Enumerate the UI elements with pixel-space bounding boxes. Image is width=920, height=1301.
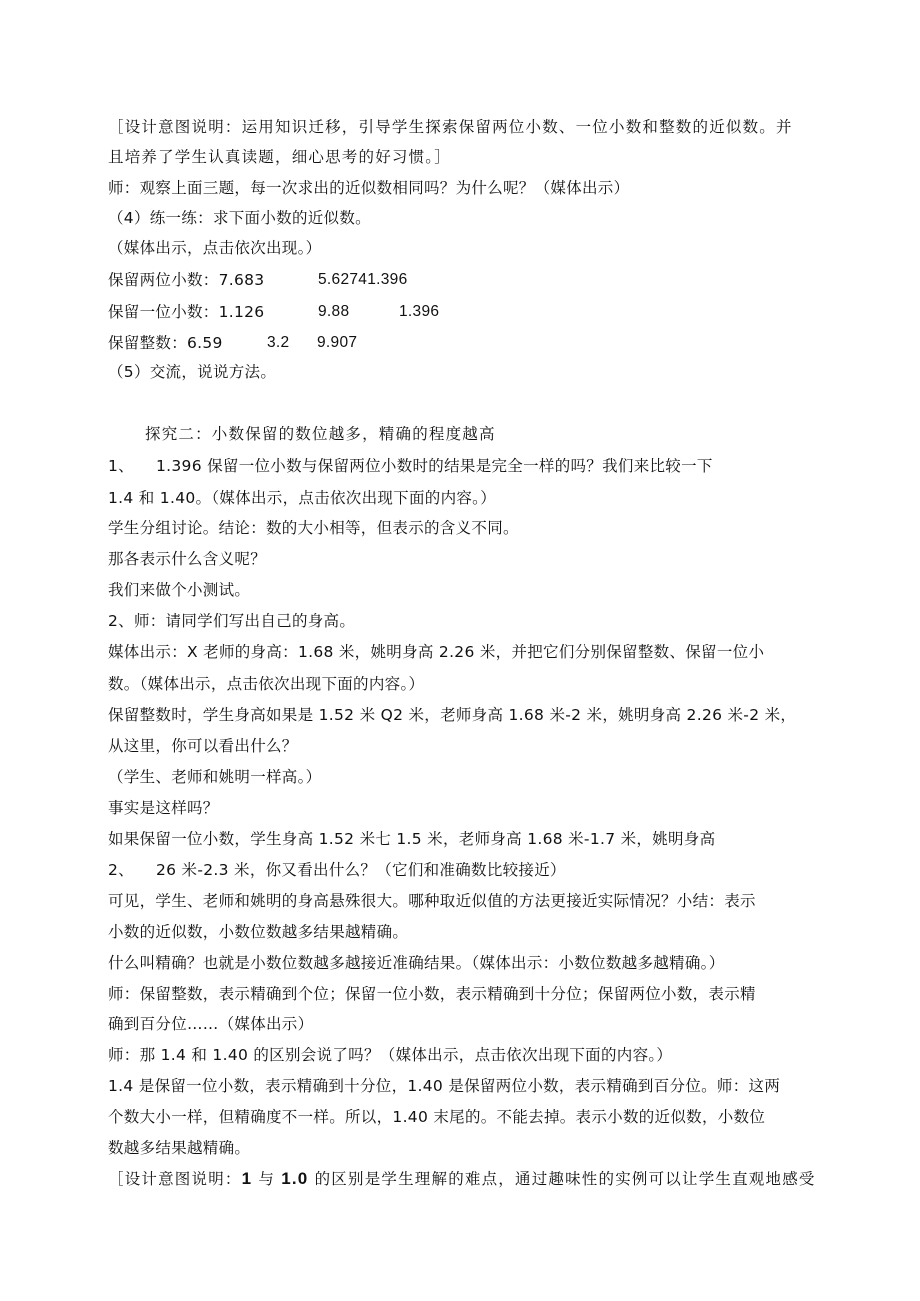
design-note-line-1: ［设计意图说明：运用知识迁移，引导学生探索保留两位小数、一位小数和整数的近似数。并 bbox=[108, 118, 793, 136]
list-number: 2、 bbox=[108, 861, 134, 879]
emphasis-number: 1.0 bbox=[281, 1169, 309, 1188]
text-line: 可见，学生、老师和姚明的身高悬殊很大。哪种取近似值的方法更接近实际情况？小结：表示 bbox=[108, 892, 756, 910]
text-line: 1.4 和 1.40。（媒体出示，点击依次出现下面的内容。） bbox=[108, 489, 497, 507]
text-line: 那各表示什么含义呢？ bbox=[108, 550, 267, 568]
exercise-value: 9.88 bbox=[318, 303, 350, 320]
text-line: 数越多结果越精确。 bbox=[108, 1139, 251, 1157]
text-line: （学生、老师和姚明一样高。） bbox=[108, 768, 322, 786]
exercise-value: 9.907 bbox=[317, 334, 358, 351]
text-line: 小数的近似数，小数位数越多结果越精确。 bbox=[108, 923, 409, 941]
text-line bbox=[108, 860, 566, 880]
design-note-line-2: 且培养了学生认真读题，细心思考的好习惯。］ bbox=[108, 148, 451, 166]
text-line: 我们来做个小测试。 bbox=[108, 581, 251, 599]
list-number: 1、 bbox=[108, 457, 134, 475]
text-line: 保留整数时，学生身高如果是 1.52 米 Q2 米，老师身高 1.68 米-2 米，姚明身高 2.26 米-2 米， bbox=[108, 706, 797, 724]
text-line: （媒体出示，点击依次出现。） bbox=[108, 239, 322, 257]
text-line: 数。（媒体出示，点击依次出现下面的内容。） bbox=[108, 675, 425, 693]
design-note-line-3 bbox=[108, 1169, 816, 1189]
exercise-label: 保留两位小数：7.683 bbox=[108, 271, 265, 289]
exercise-label: 保留一位小数：1.126 bbox=[108, 303, 265, 321]
text-line: 学生分组讨论。结论：数的大小相等，但表示的含义不同。 bbox=[108, 519, 519, 537]
list-text: 26 米-2.3 米，你又看出什么？（它们和准确数比较接近） bbox=[156, 861, 566, 879]
exercise-label: 保留整数：6.59 bbox=[108, 334, 223, 352]
text-line: 什么叫精确？也就是小数位数越多越接近准确结果。（媒体出示：小数位数越多越精确。） bbox=[108, 954, 725, 972]
design-note-prefix: ［设计意图说明： bbox=[108, 1170, 242, 1188]
design-note-text: 的区别是学生理解的难点，通过趣味性的实例可以让学生直观地感受 bbox=[308, 1170, 816, 1188]
text-line: 师：保留整数，表示精确到个位；保留一位小数，表示精确到十分位；保留两位小数，表示精 bbox=[108, 985, 756, 1003]
text-line bbox=[108, 456, 713, 476]
list-text: 1.396 保留一位小数与保留两位小数时的结果是完全一样的吗？我们来比较一下 bbox=[156, 457, 713, 475]
text-line: 个数大小一样，但精确度不一样。所以，1.40 末尾的。不能去掉。表示小数的近似数，小数位 bbox=[108, 1108, 766, 1126]
text-line: （5）交流，说说方法。 bbox=[108, 363, 277, 381]
text-line: 媒体出示：X 老师的身高：1.68 米，姚明身高 2.26 米，并把它们分别保留整数、保留一位小 bbox=[108, 643, 765, 661]
design-note-text: 与 bbox=[252, 1170, 282, 1188]
text-line: （4）练一练：求下面小数的近似数。 bbox=[108, 209, 371, 227]
text-line: 2、师：请同学们写出自己的身高。 bbox=[108, 612, 356, 630]
section-heading: 探究二：小数保留的数位越多，精确的程度越高 bbox=[145, 425, 496, 443]
emphasis-number: 1 bbox=[241, 1169, 253, 1188]
text-line: 确到百分位……（媒体出示） bbox=[108, 1015, 314, 1033]
text-line: 师：那 1.4 和 1.40 的区别会说了吗？（媒体出示，点击依次出现下面的内容。） bbox=[108, 1046, 673, 1064]
exercise-value: 1.396 bbox=[399, 303, 440, 320]
text-line: 如果保留一位小数，学生身高 1.52 米七 1.5 米，老师身高 1.68 米-1.7 米，姚明身高 bbox=[108, 830, 716, 848]
text-line: 事实是这样吗？ bbox=[108, 799, 219, 817]
text-line: 1.4 是保留一位小数，表示精确到十分位，1.40 是保留两位小数，表示精确到百分位。师：这两 bbox=[108, 1077, 781, 1095]
text-line: 师：观察上面三题，每一次求出的近似数相同吗？为什么呢？（媒体出示） bbox=[108, 179, 630, 197]
exercise-value: 3.2 bbox=[267, 334, 290, 351]
exercise-value: 5.62741.396 bbox=[318, 271, 408, 288]
text-line: 从这里，你可以看出什么？ bbox=[108, 737, 298, 755]
